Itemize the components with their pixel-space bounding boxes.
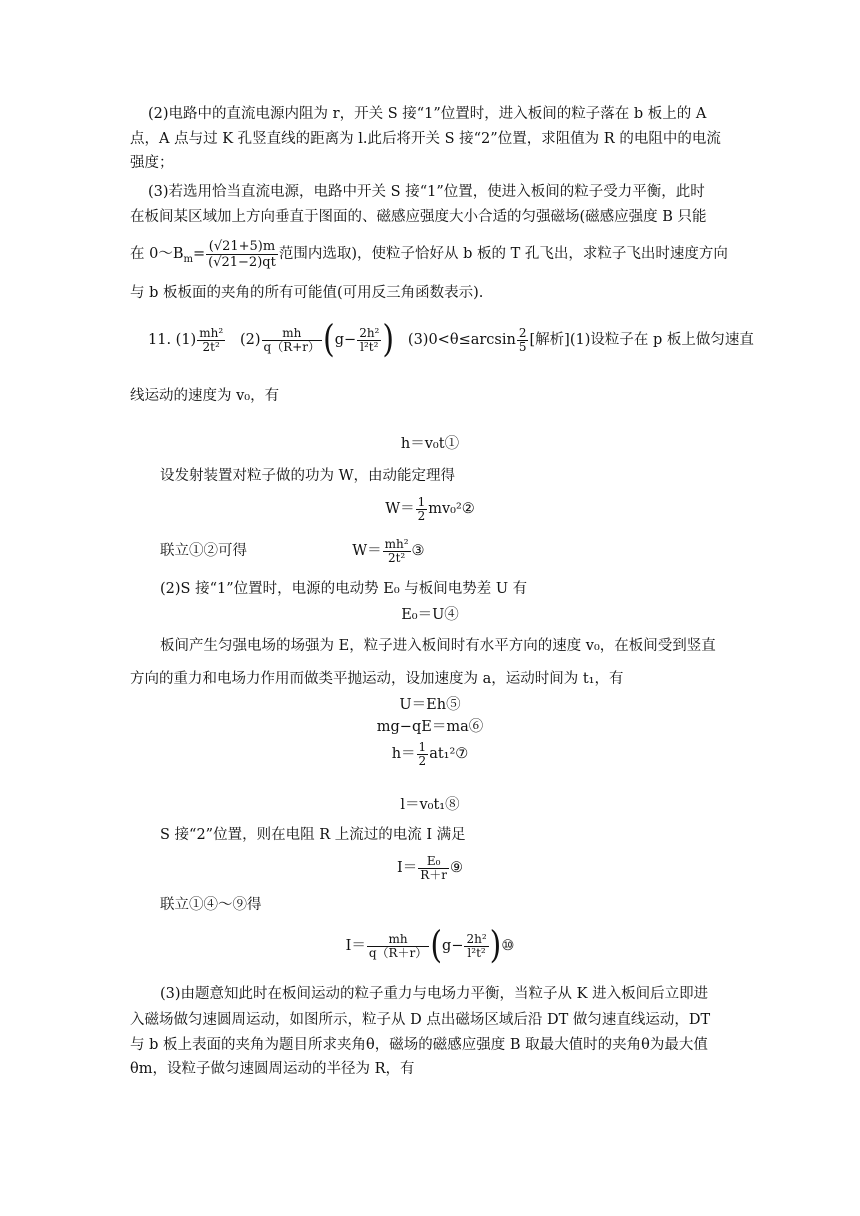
answer2-inner-num: 2h² <box>359 325 380 340</box>
eq9-den: R＋r <box>420 867 447 882</box>
equation-10 <box>0 922 860 970</box>
eq2-fraction <box>416 496 428 523</box>
eq2-num: 1 <box>417 494 426 509</box>
eq2-pre: W＝ <box>385 501 415 517</box>
s2-line: S 接“2”位置，则在电阻 R 上流过的电流 I 满足 <box>160 827 466 843</box>
eq9-fraction <box>418 855 449 882</box>
left-paren: ( <box>323 317 335 362</box>
eq10-right-paren: ) <box>489 923 502 968</box>
analysis-start: (1)设粒子在 p 板上做匀速直 <box>569 332 754 348</box>
eq7-pre: h＝ <box>391 746 416 762</box>
part3-line4: θm，设粒子做匀速圆周运动的半径为 R，有 <box>130 1061 415 1077</box>
answer2-inner-den: l²t² <box>360 339 379 354</box>
right-paren: ) <box>382 317 395 362</box>
answer2-den: q（R+r） <box>263 339 321 354</box>
eq9-pre: I＝ <box>396 860 418 876</box>
part3-line3: 与 b 板上表面的夹角为题目所求夹角θ，磁场的磁感应强度 B 取最大值时的夹角θ为最大值 <box>130 1037 708 1053</box>
work-line: 设发射装置对粒子做的功为 W，由动能定理得 <box>160 468 456 484</box>
eq7-post: at₁²⑦ <box>429 746 469 762</box>
eq3-post: ③ <box>411 543 425 559</box>
question-part3-line3-post: 范围内选取)，使粒子恰好从 b 板的 T 孔飞出，求粒子飞出时速度方向 <box>278 246 728 262</box>
part3-line1: (3)由题意知此时在板间运动的粒子重力与电场力平衡，当粒子从 K 进入板间后立即进 <box>160 986 709 1002</box>
equation-9 <box>0 850 860 886</box>
bm-equals: = <box>192 246 206 262</box>
eq10-inner-num: 2h² <box>466 931 487 946</box>
question-part3-line2: 在板间某区域加上方向垂直于图面的、磁感应强度大小合适的匀强磁场(磁感应强度 B 只能 <box>130 209 707 225</box>
eq3-num: mh² <box>384 536 409 551</box>
answer3-num: 2 <box>518 325 527 340</box>
bm-denominator: (√21−2)qt <box>208 254 276 270</box>
answer3-den: 5 <box>518 339 527 354</box>
eq10-inner-fraction <box>464 933 488 960</box>
equation-8: l＝v₀t₁⑧ <box>400 797 460 813</box>
eq10-g: g− <box>442 938 464 954</box>
eq10-post: ⑩ <box>501 938 515 954</box>
answer1-num: mh² <box>199 325 224 340</box>
equation-7 <box>0 737 860 771</box>
eq3-fraction <box>383 538 411 565</box>
eq9-post: ⑨ <box>450 860 463 876</box>
eq10-fraction <box>367 933 429 960</box>
eq10-den: q（R＋r） <box>368 945 428 960</box>
eq3-pre: W＝ <box>352 543 382 559</box>
part2-line: (2)S 接“1”位置时，电源的电动势 E₀ 与板间电势差 U 有 <box>160 581 528 597</box>
answer2-g: g− <box>334 332 357 348</box>
equation-4: E₀＝U④ <box>401 607 459 623</box>
answer-line <box>148 318 754 362</box>
eq2-den: 2 <box>417 508 426 523</box>
question-part3-line3 <box>130 230 728 284</box>
part3-line2: 入磁场做匀速圆周运动，如图所示，粒子从 D 点出磁场区域后沿 DT 做匀速直线运动，DT <box>130 1012 711 1028</box>
bm-numerator: (√21+5)m <box>206 239 278 255</box>
combine12-text: 联立①②可得 <box>160 543 247 559</box>
eq7-fraction <box>417 741 429 768</box>
eq10-left-paren: ( <box>430 923 443 968</box>
bm-fraction <box>206 239 278 270</box>
answer2-label: (2) <box>239 332 261 348</box>
question-part3-line1: (3)若选用恰当直流电源，电路中开关 S 接“1”位置，使进入板间的粒子受力平衡，此时 <box>148 184 705 200</box>
answer3-fraction <box>517 327 529 354</box>
field-line1: 板间产生匀强电场的场强为 E，粒子进入板间时有水平方向的速度 v₀，在板间受到竖直 <box>160 638 716 654</box>
bm-range-prefix: 在 0～B <box>130 246 184 262</box>
eq10-inner-den: l²t² <box>467 945 486 960</box>
question-part2-line2: 点，A 点与过 K 孔竖直线的距离为 l.此后将开关 S 接“2”位置，求阻值为 R 的电阻中的电流 <box>130 131 721 147</box>
bm-subscript: m <box>183 253 193 265</box>
eq2-post: mv₀²② <box>428 501 475 517</box>
equation-1: h＝v₀t① <box>400 436 460 452</box>
answer2-num: mh <box>262 327 323 341</box>
combine-1-2-line <box>160 534 425 568</box>
question-part3-line4: 与 b 板板面的夹角的所有可能值(可用反三角函数表示). <box>130 285 484 301</box>
analysis-continuation: 线运动的速度为 v₀，有 <box>130 388 280 404</box>
answer1-den: 2t² <box>202 339 220 354</box>
equation-5: U＝Eh⑤ <box>399 697 461 713</box>
eq7-den: 2 <box>418 753 427 768</box>
answer1-fraction <box>197 327 225 354</box>
equation-2 <box>0 492 860 526</box>
field-line2: 方向的重力和电场力作用而做类平抛运动，设加速度为 a，运动时间为 t₁，有 <box>130 671 624 687</box>
question-part2-line1: (2)电路中的直流电源内阻为 r，开关 S 接“1”位置时，进入板间的粒子落在 b 板上的 A <box>148 106 707 122</box>
answer2-inner-fraction <box>357 327 381 354</box>
answer3-label: (3)0<θ≤arcsin <box>407 332 516 348</box>
eq9-num: E₀ <box>418 855 449 869</box>
equation-6: mg−qE＝ma⑥ <box>376 719 484 735</box>
eq10-pre: I＝ <box>345 938 366 954</box>
answer2-fraction <box>262 327 323 354</box>
eq10-num: mh <box>367 933 429 947</box>
answer-label: 11. (1) <box>148 332 197 348</box>
analysis-tag: [解析] <box>529 332 570 348</box>
eq7-num: 1 <box>418 739 427 754</box>
eq3-den: 2t² <box>387 550 406 565</box>
combine-1-9-line: 联立①④～⑨得 <box>160 897 262 913</box>
question-part2-line3: 强度； <box>130 155 174 171</box>
